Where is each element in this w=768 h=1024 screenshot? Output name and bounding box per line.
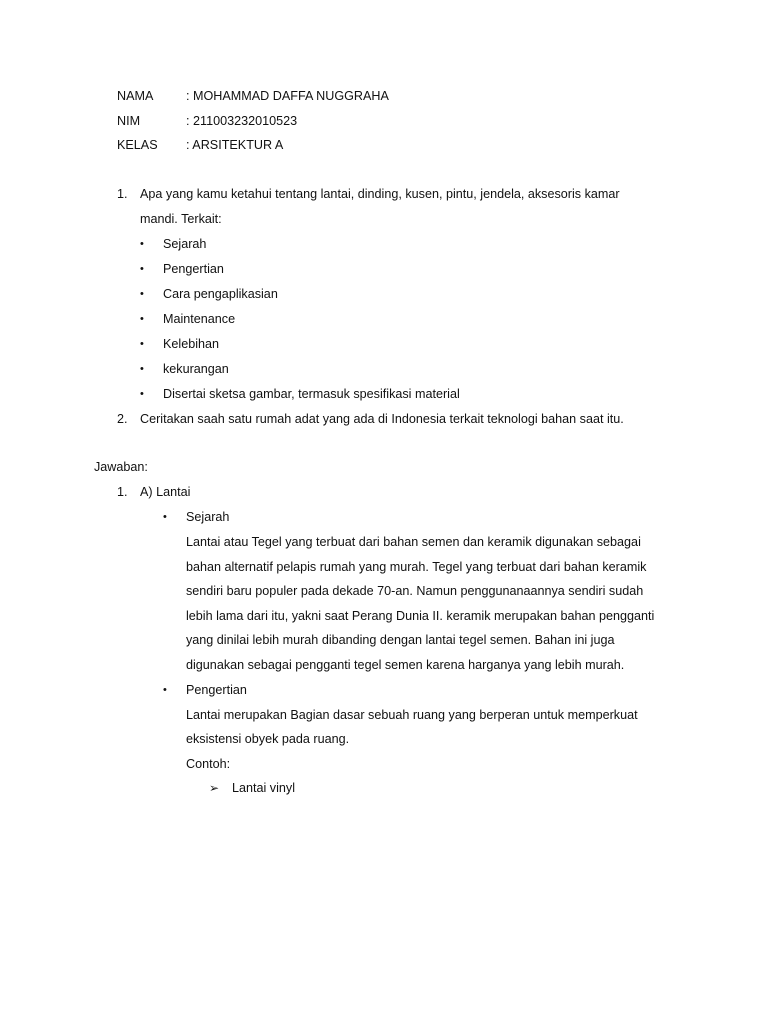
example-item: Lantai vinyl xyxy=(232,781,296,795)
paragraph-line: Lantai atau Tegel yang terbuat dari bahan semen dan keramik digunakan sebagai xyxy=(186,535,641,549)
question-number: 1. xyxy=(117,187,128,201)
list-item: Pengertian xyxy=(163,262,224,276)
answer-number: 1. xyxy=(117,485,128,499)
nim-value: : 211003232010523 xyxy=(186,114,298,128)
question-number: 2. xyxy=(117,412,128,426)
bullet-icon: • xyxy=(140,313,144,325)
class-value: : ARSITEKTUR A xyxy=(186,138,284,152)
nim-label: NIM xyxy=(117,114,141,128)
paragraph-line: Lantai merupakan Bagian dasar sebuah ruang yang berperan untuk memperkuat xyxy=(186,708,638,722)
list-item: Maintenance xyxy=(163,312,236,326)
name-label: NAMA xyxy=(117,89,154,103)
section-heading: Sejarah xyxy=(186,510,230,524)
question-text-line: Ceritakan saah satu rumah adat yang ada di Indonesia terkait teknologi bahan saat itu. xyxy=(140,412,624,426)
class-label: KELAS xyxy=(117,138,158,152)
bullet-icon: • xyxy=(140,388,144,400)
example-label: Contoh: xyxy=(186,757,231,771)
answer-label: Jawaban: xyxy=(94,460,148,474)
paragraph-line: sendiri baru populer pada dekade 70-an. Namun penggunanaannya sendiri sudah xyxy=(186,584,644,598)
bullet-icon: • xyxy=(163,511,167,523)
bullet-icon: • xyxy=(140,288,144,300)
answer-item-title: A) Lantai xyxy=(140,485,191,499)
bullet-icon: • xyxy=(163,684,167,696)
section-heading: Pengertian xyxy=(186,683,247,697)
paragraph-line: eksistensi obyek pada ruang. xyxy=(186,732,350,746)
bullet-icon: • xyxy=(140,238,144,250)
question-text-line: mandi. Terkait: xyxy=(140,212,222,226)
name-value: : MOHAMMAD DAFFA NUGGRAHA xyxy=(186,89,389,103)
question-text-line: Apa yang kamu ketahui tentang lantai, dinding, kusen, pintu, jendela, aksesoris kamar xyxy=(140,187,620,201)
arrow-bullet-icon: ➢ xyxy=(209,781,220,795)
paragraph-line: lebih lama dari itu, yakni saat Perang Dunia II. keramik merupakan bahan pengganti xyxy=(186,609,655,623)
bullet-icon: • xyxy=(140,338,144,350)
list-item: kekurangan xyxy=(163,362,229,376)
list-item: Kelebihan xyxy=(163,337,220,351)
bullet-icon: • xyxy=(140,363,144,375)
paragraph-line: digunakan sebagai pengganti tegel semen karena harganya yang lebih murah. xyxy=(186,658,625,672)
bullet-icon: • xyxy=(140,263,144,275)
paragraph-line: bahan alternatif pelapis rumah yang murah. Tegel yang terbuat dari bahan keramik xyxy=(186,560,647,574)
paragraph-line: yang dinilai lebih murah dibanding dengan lantai tegel semen. Bahan ini juga xyxy=(186,633,615,647)
list-item: Disertai sketsa gambar, termasuk spesifikasi material xyxy=(163,387,460,401)
list-item: Sejarah xyxy=(163,237,207,251)
list-item: Cara pengaplikasian xyxy=(163,287,278,301)
